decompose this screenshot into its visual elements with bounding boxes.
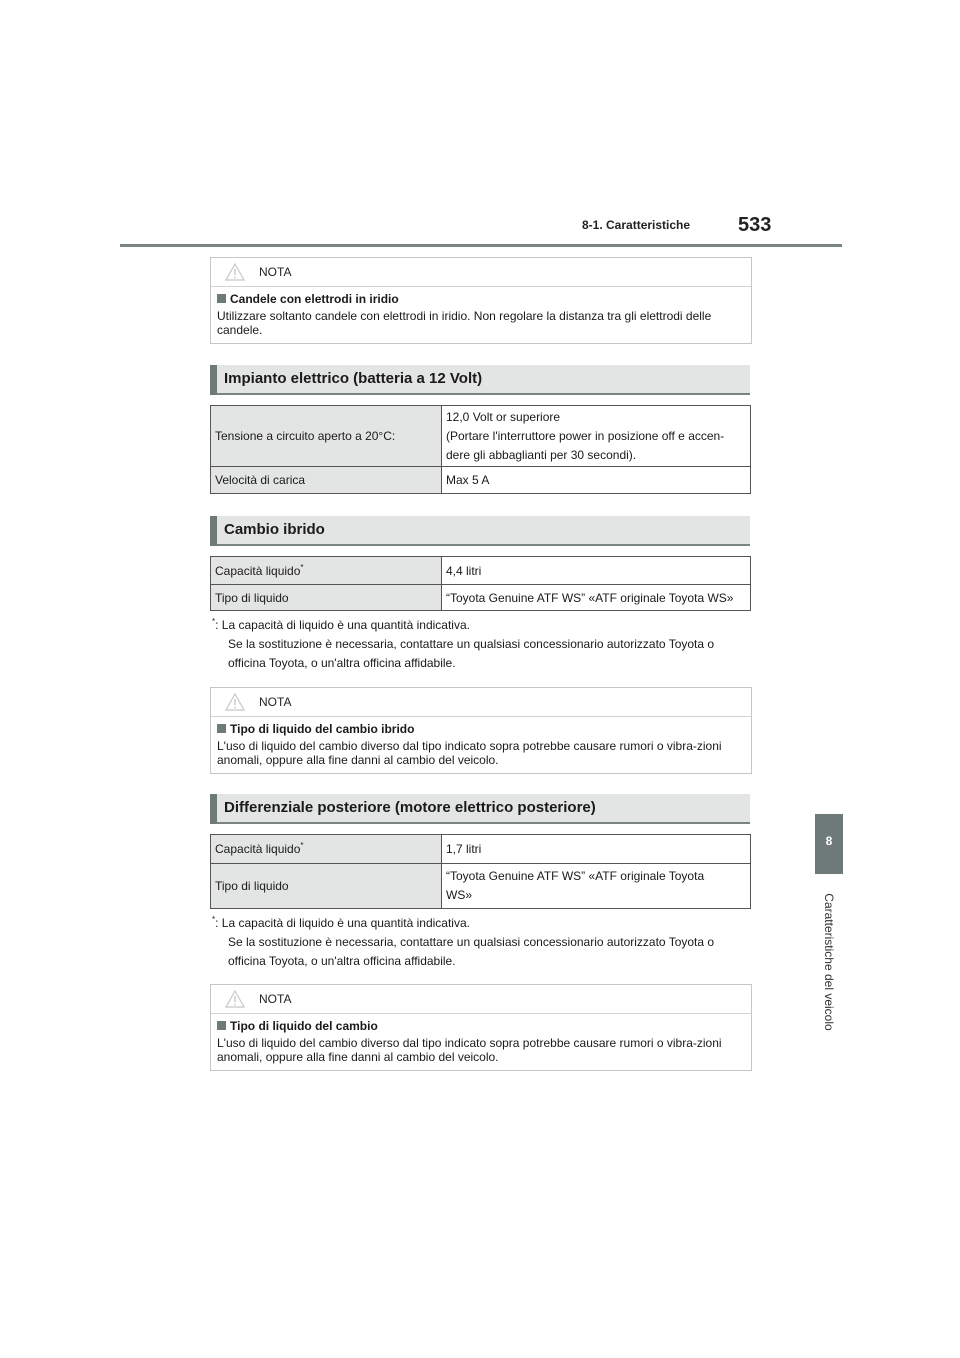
header-rule [120, 244, 842, 247]
footnote-line: Se la sostituzione è necessaria, contattare un qualsiasi concessionario autorizzato Toyota o [228, 935, 715, 949]
nota-header [211, 258, 751, 287]
table-key-fluid-capacity [211, 557, 442, 585]
table-key-charge-rate: Velocità di carica [211, 467, 442, 494]
value-line: 12,0 Volt or superiore [446, 409, 561, 424]
table-row [211, 585, 751, 611]
table-hybrid-transmission [210, 556, 751, 611]
nota-subtitle-text: Tipo di liquido del cambio [230, 1019, 378, 1033]
nota-subtitle-text: Candele con elettrodi in iridio [230, 292, 399, 306]
chapter-label-container [815, 884, 843, 1040]
footnote-rear-differential [212, 914, 752, 971]
footnote-mark: * [300, 562, 304, 572]
footnote-line: officina Toyota, o un'altra officina affidabile. [228, 656, 456, 670]
table-value-fluid-capacity: 1,7 litri [442, 835, 751, 864]
table-key-voltage: Tensione a circuito aperto a 20°C: [211, 406, 442, 467]
section-heading-rear-differential [210, 794, 750, 824]
nota-label: NOTA [259, 265, 292, 279]
nota-text: L'uso di liquido del cambio diverso dal tipo indicato sopra potrebbe causare rumori o vibra-zioni anomali, oppure alla fine danni al cambio del veicolo. [217, 739, 722, 767]
table-row [211, 864, 751, 909]
square-bullet-icon [217, 1021, 226, 1030]
section-heading-electrical [210, 365, 750, 395]
table-row [211, 406, 751, 467]
footnote-line [212, 616, 752, 635]
key-text: Capacità liquido [215, 563, 301, 578]
nota-subtitle [217, 722, 745, 736]
nota-label: NOTA [259, 695, 292, 709]
section-heading-hybrid-transmission [210, 516, 750, 546]
nota-box-spark-plugs [210, 257, 752, 344]
value-line: WS» [446, 888, 473, 902]
section-title: Impianto elettrico (batteria a 12 Volt) [224, 370, 483, 387]
footnote-mark: * [300, 841, 304, 850]
section-title: Differenziale posteriore (motore elettrico posteriore) [224, 799, 596, 816]
section-bar [210, 516, 217, 546]
value-line: (Portare l'interruttore power in posizione off e accen- [446, 428, 725, 443]
nota-body [211, 287, 751, 343]
nota-box-hybrid-transmission-fluid [210, 687, 752, 774]
chapter-tab [815, 814, 843, 874]
table-key-fluid-capacity [211, 835, 442, 864]
nota-text: Utilizzare soltanto candele con elettrodi in iridio. Non regolare la distanza tra gli elettrodi delle candele. [217, 309, 712, 337]
footnote-line: Se la sostituzione è necessaria, contattare un qualsiasi concessionario autorizzato Toyota o [228, 637, 715, 651]
section-bar [210, 794, 217, 824]
footnote-text: : La capacità di liquido è una quantità indicativa. [215, 618, 470, 632]
square-bullet-icon [217, 294, 226, 303]
table-row [211, 557, 751, 585]
table-row [211, 835, 751, 864]
footnote-mark: * [212, 915, 216, 924]
nota-subtitle-text: Tipo di liquido del cambio ibrido [230, 722, 415, 736]
warning-triangle-icon [225, 990, 245, 1008]
section-title: Cambio ibrido [224, 521, 325, 538]
chapter-number: 8 [825, 834, 833, 848]
table-row [211, 467, 751, 494]
footnote-text: : La capacità di liquido è una quantità indicativa. [215, 916, 470, 930]
nota-text: L'uso di liquido del cambio diverso dal tipo indicato sopra potrebbe causare rumori o vibra-zioni anomali, oppure alla fine danni al cambio del veicolo. [217, 1036, 722, 1064]
section-bar [210, 365, 217, 395]
chapter-label: Caratteristiche del veicolo [822, 893, 836, 1031]
footnote-line: officina Toyota, o un'altra officina affidabile. [228, 954, 456, 968]
page-number: 533 [738, 214, 772, 236]
header-section-title: 8-1. Caratteristiche [582, 218, 691, 232]
nota-body [211, 1014, 751, 1070]
table-key-fluid-type: Tipo di liquido [211, 585, 442, 611]
value-line: “Toyota Genuine ATF WS” «ATF originale Toyota [446, 869, 705, 883]
table-value-fluid-capacity: 4,4 litri [442, 557, 751, 585]
footnote-hybrid-transmission [212, 616, 752, 673]
nota-subtitle [217, 292, 745, 306]
square-bullet-icon [217, 724, 226, 733]
nota-box-transmission-fluid [210, 984, 752, 1071]
table-rear-differential [210, 834, 751, 909]
nota-header [211, 688, 751, 717]
nota-label: NOTA [259, 992, 292, 1006]
warning-triangle-icon [225, 693, 245, 711]
nota-header [211, 985, 751, 1014]
footnote-mark: * [212, 617, 216, 626]
key-text: Capacità liquido [215, 842, 301, 856]
table-key-fluid-type: Tipo di liquido [211, 864, 442, 909]
table-electrical [210, 405, 751, 494]
table-value-fluid-type [442, 864, 751, 909]
table-value-fluid-type: “Toyota Genuine ATF WS” «ATF originale Toyota WS» [442, 585, 751, 611]
table-value-voltage [442, 406, 751, 467]
footnote-line [212, 914, 752, 933]
warning-triangle-icon [225, 263, 245, 281]
table-value-charge-rate: Max 5 A [442, 467, 751, 494]
value-line: dere gli abbaglianti per 30 secondi). [446, 447, 637, 462]
nota-body [211, 717, 751, 773]
nota-subtitle [217, 1019, 745, 1033]
